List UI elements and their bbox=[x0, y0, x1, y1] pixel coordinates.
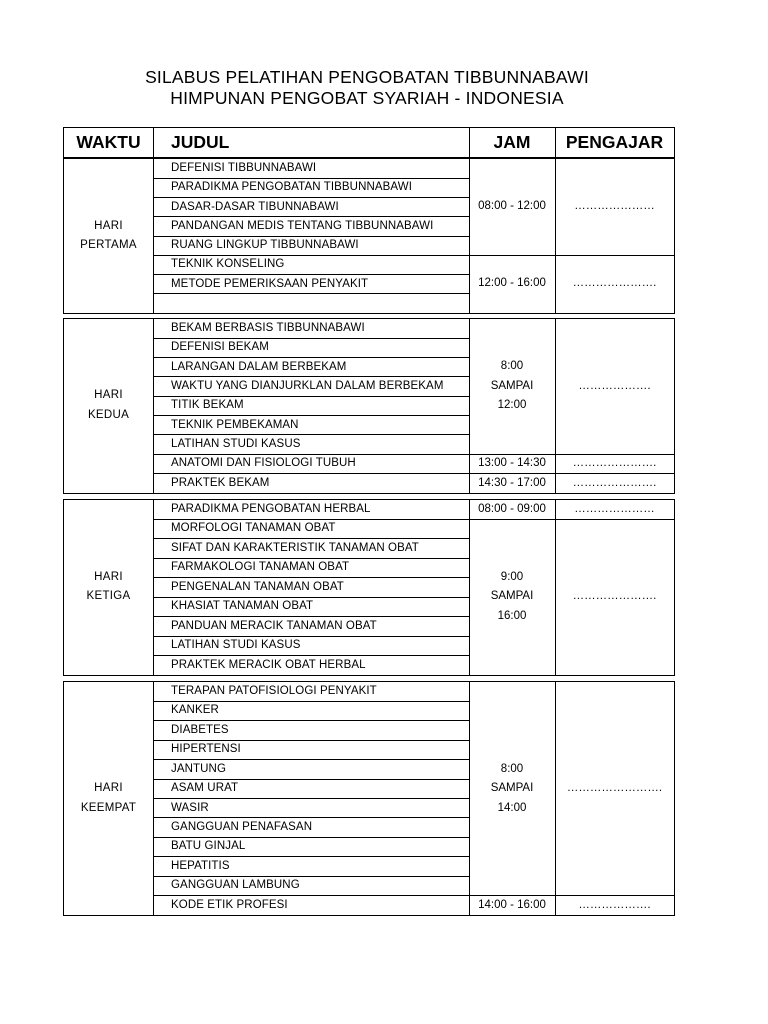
session-time: 9:00 bbox=[500, 570, 524, 583]
header-jam: JAM bbox=[493, 132, 531, 152]
topic-item: PARADIKMA PENGOBATAN TIBBUNNABAWI bbox=[171, 181, 413, 194]
topic-item: LATIHAN STUDI KASUS bbox=[171, 639, 301, 652]
session-time: 14:00 - 16:00 bbox=[478, 898, 546, 911]
session-time: 12:00 - 16:00 bbox=[478, 277, 546, 290]
session-time: SAMPAI bbox=[490, 379, 534, 392]
topic-item: WAKTU YANG DIANJURKLAN DALAM BERBEKAM bbox=[171, 379, 444, 392]
day-label: HARI bbox=[94, 570, 123, 583]
topic-item: GANGGUAN LAMBUNG bbox=[171, 879, 300, 892]
topic-item: PANDANGAN MEDIS TENTANG TIBBUNNABAWI bbox=[171, 219, 434, 232]
session-pengajar: …………………. bbox=[572, 590, 657, 603]
topic-item: LARANGAN DALAM BERBEKAM bbox=[171, 360, 347, 373]
document-title: SILABUS PELATIHAN PENGOBATAN TIBBUNNABAWI bbox=[145, 67, 589, 87]
session-time: SAMPAI bbox=[490, 590, 534, 603]
session-pengajar: …………………. bbox=[572, 457, 657, 470]
topic-item: DEFENISI TIBBUNNABAWI bbox=[171, 162, 317, 174]
session-time: 14:30 - 17:00 bbox=[478, 476, 546, 489]
session-time: 16:00 bbox=[497, 609, 527, 622]
topic-item: FARMAKOLOGI TANAMAN OBAT bbox=[171, 561, 350, 574]
day-block bbox=[63, 158, 675, 314]
topic-item: KHASIAT TANAMAN OBAT bbox=[171, 600, 314, 613]
topic-item: PENGENALAN TANAMAN OBAT bbox=[171, 580, 344, 593]
session-time: 14:00 bbox=[497, 801, 527, 814]
day-label: HARI bbox=[94, 219, 123, 232]
session-pengajar: ………………. bbox=[578, 379, 651, 392]
topic-item: KODE ETIK PROFESI bbox=[171, 898, 288, 911]
topic-item: HIPERTENSI bbox=[171, 743, 241, 756]
session-pengajar: ……………………. bbox=[566, 782, 663, 795]
topic-item bbox=[171, 294, 466, 313]
header-waktu: WAKTU bbox=[76, 132, 141, 152]
session-time: 13:00 - 14:30 bbox=[478, 457, 546, 470]
session-time: 8:00 bbox=[500, 360, 524, 373]
topic-item: PARADIKMA PENGOBATAN HERBAL bbox=[171, 503, 371, 515]
topic-item: HEPATITIS bbox=[171, 859, 230, 872]
topic-item: DASAR-DASAR TIBUNNABAWI bbox=[171, 200, 339, 213]
day-block bbox=[63, 318, 675, 494]
day-block bbox=[63, 499, 675, 676]
topic-item: SIFAT DAN KARAKTERISTIK TANAMAN OBAT bbox=[171, 541, 419, 554]
header-pengajar: PENGAJAR bbox=[565, 132, 664, 152]
session-time: 8:00 bbox=[500, 762, 524, 775]
topic-item: MORFOLOGI TANAMAN OBAT bbox=[171, 522, 336, 535]
topic-item: TERAPAN PATOFISIOLOGI PENYAKIT bbox=[171, 685, 377, 697]
topic-item: KANKER bbox=[171, 704, 219, 717]
topic-item: ANATOMI DAN FISIOLOGI TUBUH bbox=[171, 457, 356, 470]
topic-item: WASIR bbox=[171, 801, 209, 814]
topic-item: DEFENISI BEKAM bbox=[171, 341, 269, 354]
topic-item: TITIK BEKAM bbox=[171, 399, 244, 412]
topic-item: DIABETES bbox=[171, 723, 229, 736]
session-time: SAMPAI bbox=[490, 782, 534, 795]
header-judul: JUDUL bbox=[171, 132, 230, 152]
session-time: 12:00 bbox=[497, 399, 527, 412]
topic-item: ASAM URAT bbox=[171, 782, 239, 795]
topic-item: TEKNIK PEMBEKAMAN bbox=[171, 418, 299, 431]
day-label: KEDUA bbox=[87, 408, 130, 421]
document-subtitle: HIMPUNAN PENGOBAT SYARIAH - INDONESIA bbox=[170, 88, 564, 108]
topic-item: PRAKTEK MERACIK OBAT HERBAL bbox=[171, 658, 366, 671]
day-label: PERTAMA bbox=[80, 239, 137, 251]
topic-item: BEKAM BERBASIS TIBBUNNABAWI bbox=[171, 322, 365, 334]
day-label: HARI bbox=[94, 782, 123, 795]
session-pengajar: ………………. bbox=[578, 898, 651, 911]
day-label: HARI bbox=[94, 389, 123, 402]
topic-item: PANDUAN MERACIK TANAMAN OBAT bbox=[171, 619, 377, 632]
topic-item: METODE PEMERIKSAAN PENYAKIT bbox=[171, 277, 369, 290]
topic-item: GANGGUAN PENAFASAN bbox=[171, 820, 313, 833]
session-pengajar: …………………. bbox=[572, 476, 657, 489]
topic-item: LATIHAN STUDI KASUS bbox=[171, 437, 301, 450]
day-label: KETIGA bbox=[86, 590, 131, 603]
day-block bbox=[63, 681, 675, 916]
topic-item: TEKNIK KONSELING bbox=[171, 258, 285, 271]
table-header bbox=[63, 127, 675, 158]
topic-item: RUANG LINGKUP TIBBUNNABAWI bbox=[171, 239, 359, 251]
day-label: KEEMPAT bbox=[80, 801, 137, 814]
session-time: 08:00 - 12:00 bbox=[478, 200, 546, 213]
session-pengajar: ………………… bbox=[574, 200, 655, 213]
topic-item: JANTUNG bbox=[171, 762, 227, 775]
topic-item: BATU GINJAL bbox=[171, 840, 246, 853]
session-pengajar: …………………. bbox=[572, 277, 657, 290]
session-pengajar: ………………… bbox=[574, 502, 655, 515]
topic-item: PRAKTEK BEKAM bbox=[171, 476, 270, 489]
session-time: 08:00 - 09:00 bbox=[478, 502, 546, 515]
